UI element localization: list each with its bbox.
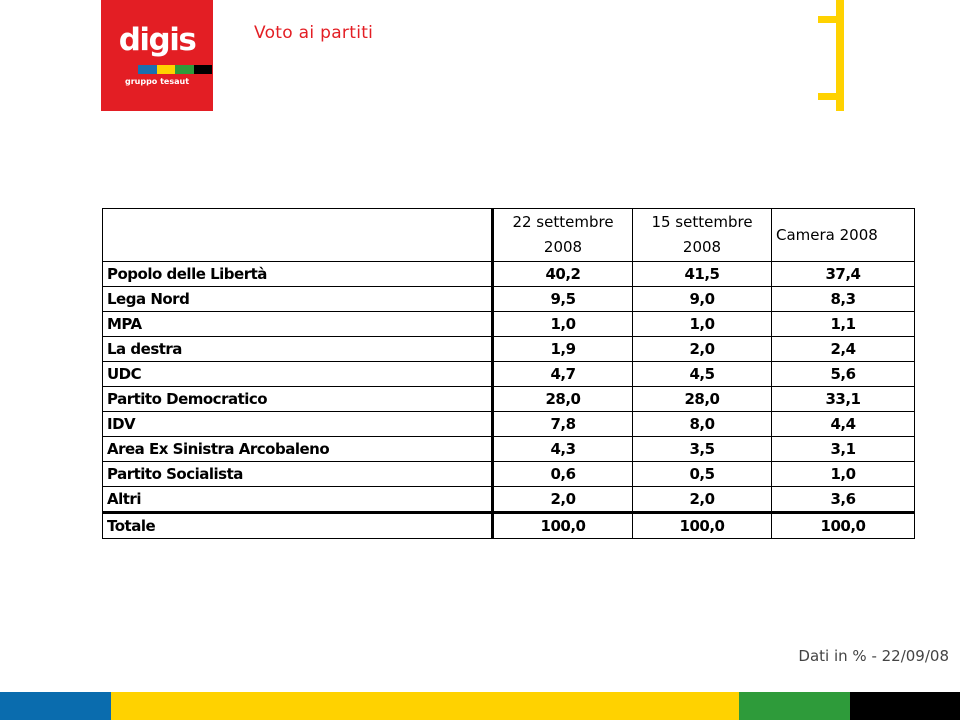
footer-color-bar [0,692,960,720]
logo-stripe-yellow [157,65,176,74]
party-name: Area Ex Sinistra Arcobaleno [103,437,493,462]
logo-subtitle: gruppo tesaut [124,77,190,86]
value-15-settembre: 2,0 [633,337,772,362]
value-camera-2008: 33,1 [772,387,915,412]
footer-segment-yellow [111,692,739,720]
footer-segment-green [739,692,850,720]
header-15-settembre: 15 settembre 2008 [633,209,772,262]
data-footnote: Dati in % - 22/09/08 [798,647,949,665]
party-name: UDC [103,362,493,387]
footer-segment-black [850,692,960,720]
value-22-settembre: 1,9 [493,337,633,362]
value-camera-2008: 1,1 [772,312,915,337]
table-row [103,312,915,337]
value-camera-2008: 37,4 [772,262,915,287]
total-22-settembre: 100,0 [493,513,633,539]
table-row [103,337,915,362]
value-22-settembre: 4,7 [493,362,633,387]
logo-wordmark: digis [118,22,196,58]
value-camera-2008: 3,6 [772,487,915,513]
value-camera-2008: 4,4 [772,412,915,437]
value-15-settembre: 9,0 [633,287,772,312]
table-row [103,462,915,487]
party-name: Altri [103,487,493,513]
party-name: Lega Nord [103,287,493,312]
table-row [103,487,915,513]
party-name: La destra [103,337,493,362]
value-15-settembre: 28,0 [633,387,772,412]
value-15-settembre: 0,5 [633,462,772,487]
value-15-settembre: 41,5 [633,262,772,287]
party-vote-table [102,208,915,539]
value-camera-2008: 2,4 [772,337,915,362]
logo-stripe-black [194,65,213,74]
header-22-settembre: 22 settembre 2008 [493,209,633,262]
value-15-settembre: 8,0 [633,412,772,437]
value-camera-2008: 3,1 [772,437,915,462]
value-22-settembre: 1,0 [493,312,633,337]
logo-stripe-blue [138,65,157,74]
party-name: Partito Democratico [103,387,493,412]
value-15-settembre: 4,5 [633,362,772,387]
value-15-settembre: 1,0 [633,312,772,337]
table-total-row [103,513,915,539]
table-row [103,387,915,412]
value-22-settembre: 0,6 [493,462,633,487]
table-row [103,262,915,287]
value-camera-2008: 1,0 [772,462,915,487]
table-row [103,437,915,462]
total-camera-2008: 100,0 [772,513,915,539]
table-header-row [103,209,915,262]
footer-segment-blue [0,692,111,720]
party-name: IDV [103,412,493,437]
value-15-settembre: 2,0 [633,487,772,513]
party-name: Popolo delle Libertà [103,262,493,287]
party-name: MPA [103,312,493,337]
value-22-settembre: 4,3 [493,437,633,462]
table-row [103,362,915,387]
yellow-bracket-decoration [818,0,836,111]
logo-color-stripe [138,65,212,74]
value-22-settembre: 40,2 [493,262,633,287]
total-label: Totale [103,513,493,539]
header-camera-2008: Camera 2008 [772,209,915,262]
value-camera-2008: 8,3 [772,287,915,312]
table-row [103,287,915,312]
header-party [103,209,493,262]
value-camera-2008: 5,6 [772,362,915,387]
total-15-settembre: 100,0 [633,513,772,539]
value-22-settembre: 7,8 [493,412,633,437]
value-22-settembre: 28,0 [493,387,633,412]
digis-logo [101,0,213,111]
value-15-settembre: 3,5 [633,437,772,462]
page-title: Voto ai partiti [254,23,374,43]
logo-stripe-green [175,65,194,74]
value-22-settembre: 2,0 [493,487,633,513]
party-name: Partito Socialista [103,462,493,487]
table-row [103,412,915,437]
value-22-settembre: 9,5 [493,287,633,312]
